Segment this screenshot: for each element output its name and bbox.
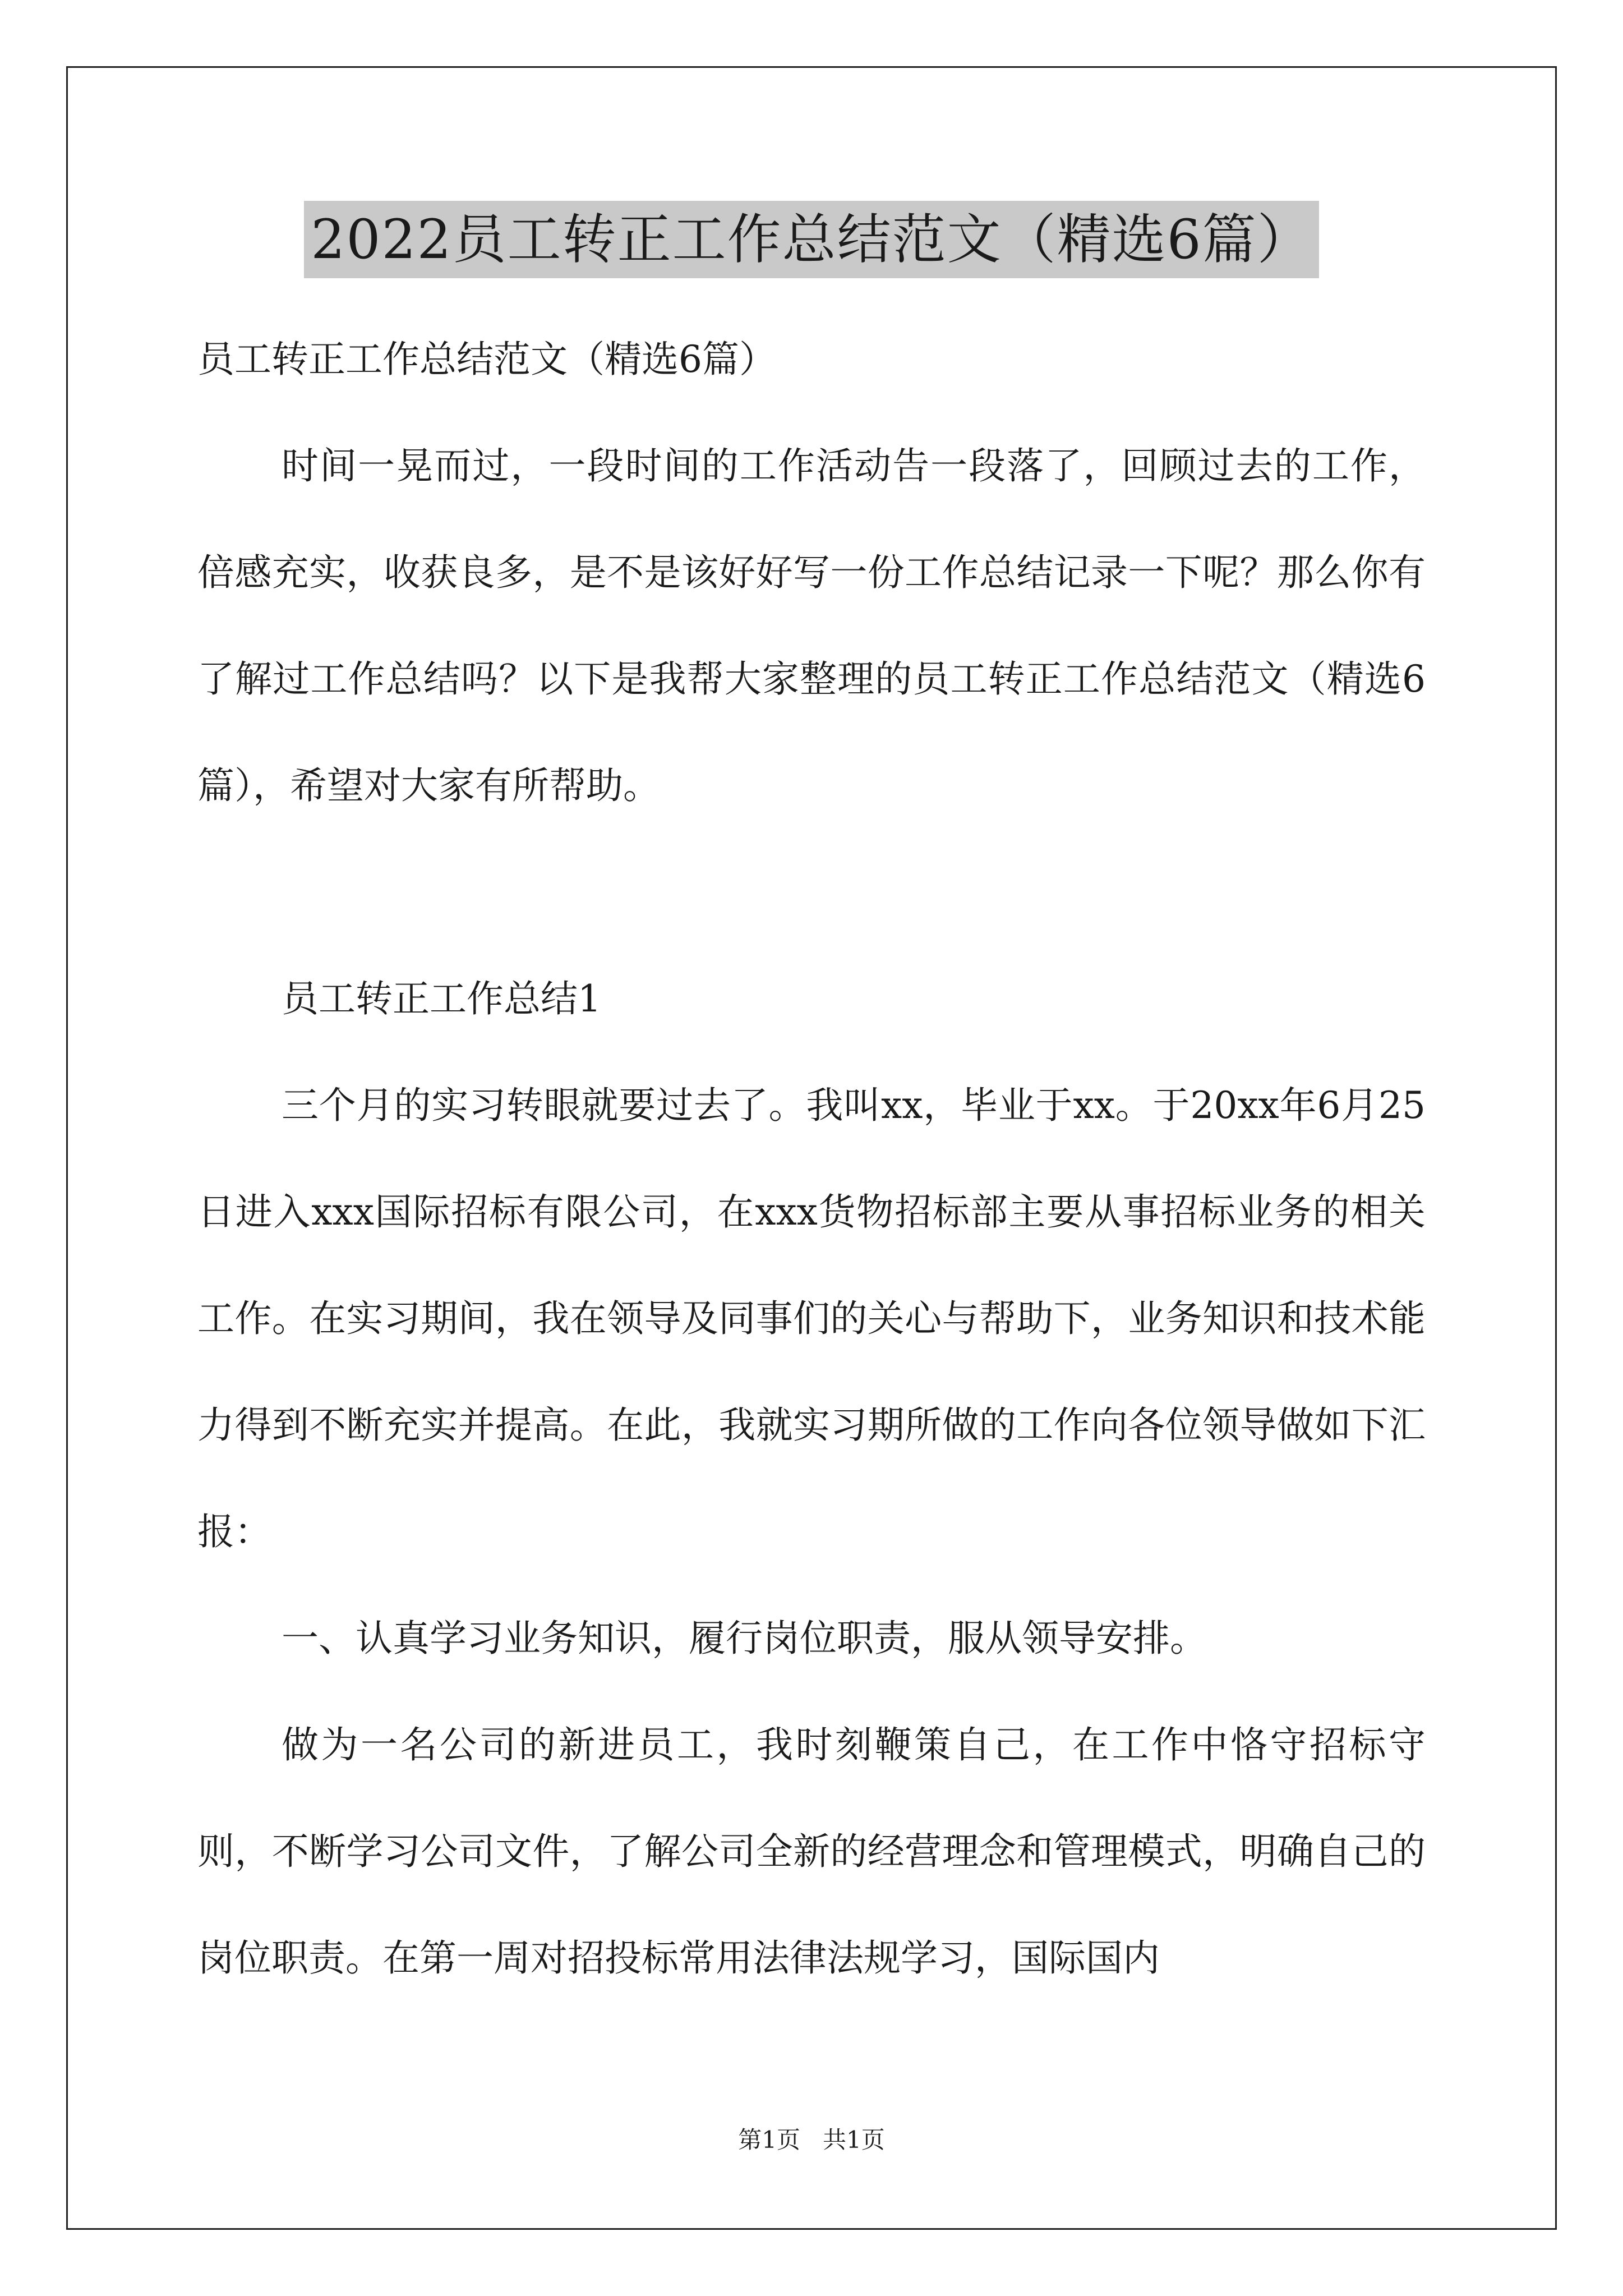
numbered-heading: 一、认真学习业务知识，履行岗位职责，服从领导安排。 [282, 1617, 1207, 1660]
intro-paragraph: 时间一晃而过，一段时间的工作活动告一段落了，回顾过去的工作，倍感充实，收获良多，是不是该好好写一份工作总结记录一下呢？那么你有了解过工作总结吗？以下是我帮大家整理的员工转正工作总结范文（精选6篇），希望对大家有所帮助。 [197, 444, 1426, 807]
body-paragraph: 三个月的实习转眼就要过去了。我叫xx，毕业于xx。于20xx年6月25日进入xxx国际招标有限公司，在xxx货物招标部主要从事招标业务的相关工作。在实习期间，我在领导及同事们的关心与帮助下，业务知识和技术能力得到不断充实并提高。在此，我就实习期所做的工作向各位领导做如下汇报： [197, 1084, 1426, 1553]
document-body [197, 306, 1426, 2012]
document-title: 2022员工转正工作总结范文（精选6篇） [304, 201, 1318, 278]
title-container [0, 201, 1623, 278]
section-heading: 员工转正工作总结1 [282, 977, 601, 1020]
document-subtitle: 员工转正工作总结范文（精选6篇） [197, 338, 776, 381]
body-paragraph: 做为一名公司的新进员工，我时刻鞭策自己，在工作中恪守招标守则，不断学习公司文件，了解公司全新的经营理念和管理模式，明确自己的岗位职责。在第一周对招投标常用法律法规学习，国际国内 [197, 1723, 1426, 1980]
page-footer: 第1页 共1页 [738, 2126, 885, 2154]
